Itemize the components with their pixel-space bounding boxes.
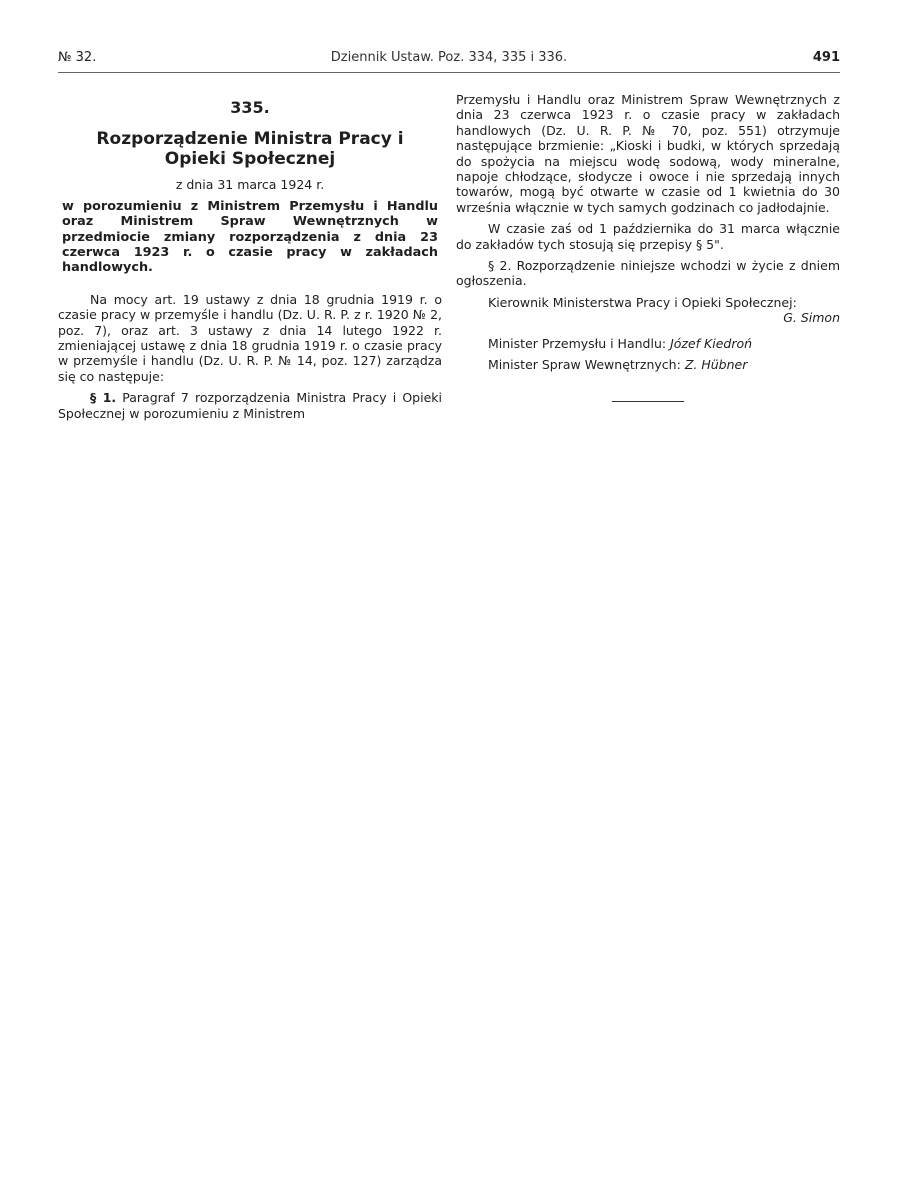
signature-3-role: Minister Spraw Wewnętrznych: — [488, 357, 681, 373]
position-number: 335. — [230, 98, 270, 117]
signature-1-role: Kierownik Ministerstwa Pracy i Opieki Społecznej: — [488, 294, 797, 310]
signature-2-name: Józef Kiedroń — [670, 335, 753, 351]
section-1-continuation: Przemysłu i Handlu oraz Ministrem Spraw Wewnętrznych z dnia 23 czerwca 1923 r. o czasie pracy w zakładach handlowych (Dz. U. R. P. № 70, poz. 551) otrzymuje następujące brzmienie: „Kioski i budki, w których sprzedają do spożycia na miejscu wodę sodową, wody mineralne, napoje chłodzące, słodycze i owoce i nie sprzedają innych towarów, mogą być otwarte w czasie od 1 kwietnia do 30 września włącznie w tych samych godzinach co jadłodajnie. — [456, 92, 840, 215]
regulation-date: z dnia 31 marca 1924 r. — [175, 177, 325, 193]
signature-1-name: G. Simon — [783, 310, 840, 326]
left-column — [58, 92, 442, 427]
signature-2-role: Minister Przemysłu i Handlu: — [488, 335, 667, 351]
section-1-text: Paragraf 7 rozporządzenia Ministra Pracy i Opieki Społecznej w porozumieniu z Ministrem — [58, 390, 442, 421]
header-rule — [58, 72, 840, 73]
regulation-title: Rozporządzenie Ministra Pracy i Opieki Społecznej — [96, 129, 404, 170]
journal-reference: Dziennik Ustaw. Poz. 334, 335 i 336. — [330, 50, 568, 65]
page-header — [58, 50, 840, 72]
end-rule — [612, 401, 684, 402]
winter-period-paragraph: W czasie zaś od 1 października do 31 marca włącznie do zakładów tych stosują się przepisy § 5". — [456, 221, 840, 252]
issue-number: № 32. — [58, 50, 97, 65]
signature-3-name: Z. Hübner — [684, 357, 748, 373]
right-column — [456, 92, 840, 402]
section-1-mark: § 1. — [90, 390, 117, 406]
signature-2 — [456, 336, 840, 351]
signature-3 — [456, 357, 840, 372]
section-1 — [58, 390, 442, 421]
intro-paragraph: Na mocy art. 19 ustawy z dnia 18 grudnia 1919 r. o czasie pracy w przemyśle i handlu (Dz. U. R. P. z r. 1920 № 2, poz. 7), oraz art. 3 ustawy z dnia 14 lutego 1922 r. zmieniającej ustawę z dnia 18 grudnia 1919 r. o czasie pracy w przemyśle i handlu (Dz. U. R. P. № 14, poz. 127) zarządza się co następuje: — [58, 291, 442, 384]
page-number: 491 — [812, 50, 840, 65]
regulation-subject: w porozumieniu z Ministrem Przemysłu i Handlu oraz Ministrem Spraw Wewnętrznych w przedmiocie zmiany rozporządzenia z dnia 23 czerwca 1923 r. o czasie pracy w zakładach handlowych. — [62, 198, 438, 276]
section-2: § 2. Rozporządzenie niniejsze wchodzi w życie z dniem ogłoszenia. — [456, 258, 840, 289]
